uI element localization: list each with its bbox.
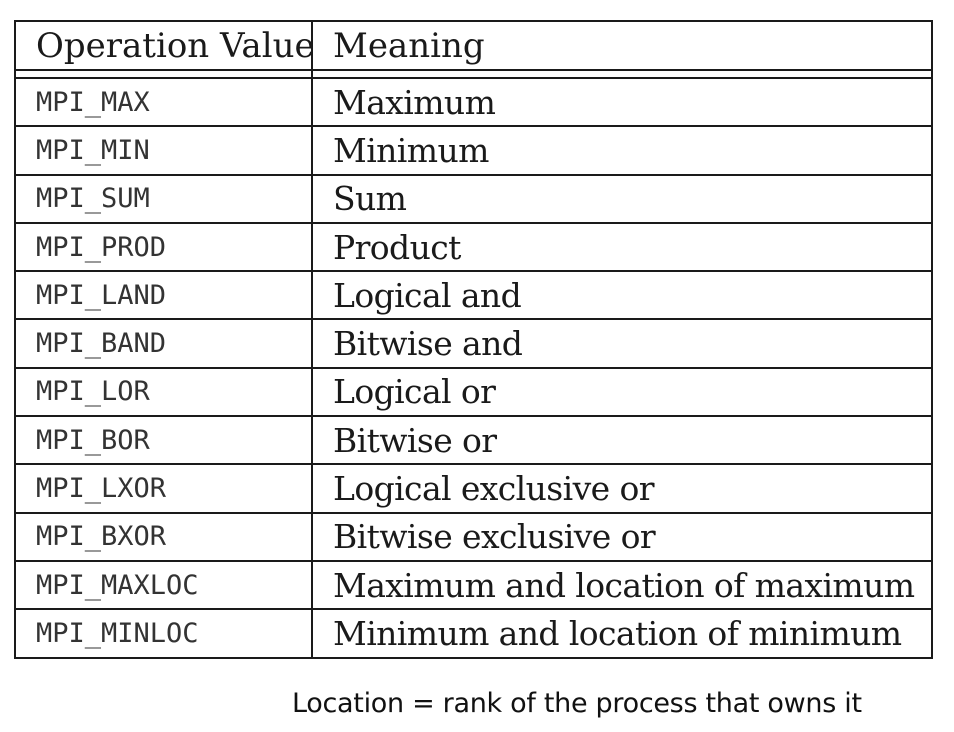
table-row: [16, 175, 931, 223]
meaning-cell: Bitwise or: [312, 416, 931, 464]
table-row: [16, 464, 931, 512]
operation-value-cell: MPI_MAX: [16, 78, 312, 126]
operation-value-cell: MPI_LAND: [16, 271, 312, 319]
operation-value-cell: MPI_BAND: [16, 319, 312, 367]
header-row: [16, 22, 931, 70]
table-row: [16, 126, 931, 174]
header-operation-value: Operation Value: [16, 22, 312, 70]
meaning-cell: Logical and: [312, 271, 931, 319]
table-row: [16, 319, 931, 367]
meaning-cell: Maximum and location of maximum: [312, 561, 931, 609]
table-row: [16, 368, 931, 416]
operation-value-cell: MPI_LOR: [16, 368, 312, 416]
header-rule-cell: [312, 70, 931, 78]
table-row: [16, 78, 931, 126]
operation-value-cell: MPI_PROD: [16, 223, 312, 271]
operation-value-cell: MPI_BOR: [16, 416, 312, 464]
meaning-cell: Sum: [312, 175, 931, 223]
meaning-cell: Logical exclusive or: [312, 464, 931, 512]
table-row: [16, 416, 931, 464]
meaning-cell: Minimum: [312, 126, 931, 174]
meaning-cell: Bitwise exclusive or: [312, 513, 931, 561]
meaning-cell: Maximum: [312, 78, 931, 126]
operation-value-cell: MPI_MINLOC: [16, 609, 312, 656]
meaning-cell: Bitwise and: [312, 319, 931, 367]
operation-value-cell: MPI_LXOR: [16, 464, 312, 512]
table-row: [16, 223, 931, 271]
table-row: [16, 561, 931, 609]
location-footnote: Location = rank of the process that owns it: [292, 688, 862, 719]
table-row: [16, 513, 931, 561]
table-row: [16, 271, 931, 319]
operation-value-cell: MPI_MIN: [16, 126, 312, 174]
header-meaning: Meaning: [312, 22, 931, 70]
meaning-cell: Product: [312, 223, 931, 271]
operations-table: [16, 22, 931, 657]
operation-value-cell: MPI_SUM: [16, 175, 312, 223]
meaning-cell: Logical or: [312, 368, 931, 416]
table-body: [16, 78, 931, 657]
mpi-operations-table: [14, 20, 933, 659]
meaning-cell: Minimum and location of minimum: [333, 613, 902, 653]
header-rule-cell: [16, 70, 312, 78]
header-double-rule: [16, 70, 931, 78]
table-row: [16, 609, 931, 656]
operation-value-cell: MPI_MAXLOC: [16, 561, 312, 609]
operation-value-cell: MPI_BXOR: [16, 513, 312, 561]
